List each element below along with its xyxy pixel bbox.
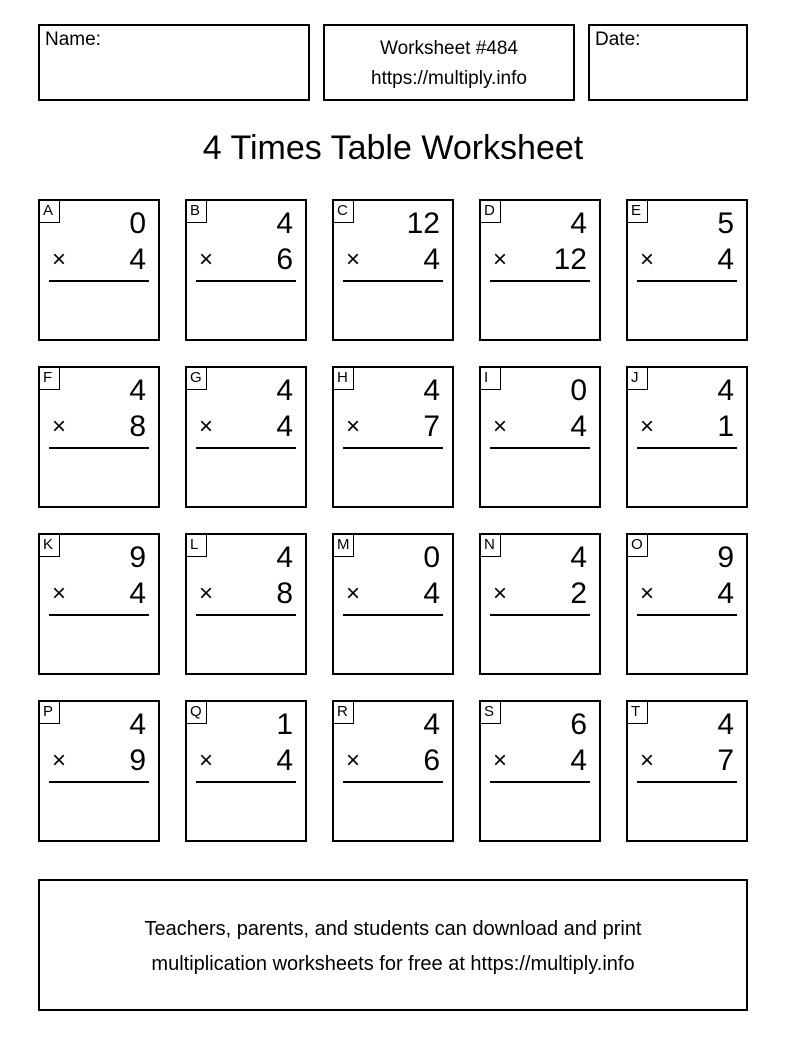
problem-bottom-number: 7 (717, 744, 734, 777)
problem-bottom-number: 2 (570, 577, 587, 610)
problem-top-number: 4 (570, 207, 587, 240)
problem-letter: A (40, 201, 60, 223)
problem-letter: N (481, 535, 501, 557)
problem-card[interactable] (38, 199, 160, 341)
answer-line (490, 614, 590, 616)
multiply-sign: × (493, 413, 508, 440)
problem-card[interactable] (185, 700, 307, 842)
answer-line (343, 614, 443, 616)
answer-line (343, 781, 443, 783)
problem-bottom-number: 4 (423, 243, 440, 276)
problem-top-number: 1 (276, 708, 293, 741)
problem-card[interactable] (38, 366, 160, 508)
multiply-sign: × (346, 246, 361, 273)
problem-letter: S (481, 702, 501, 724)
problem-card[interactable] (479, 533, 601, 675)
problem-card[interactable] (626, 366, 748, 508)
problem-bottom-number: 4 (717, 243, 734, 276)
multiply-sign: × (640, 413, 655, 440)
problem-top-number: 4 (570, 541, 587, 574)
footer-line-2: multiplication worksheets for free at https://multiply.info (151, 953, 635, 975)
date-field-box[interactable] (588, 24, 748, 101)
problem-card[interactable] (626, 533, 748, 675)
problem-letter: F (40, 368, 60, 390)
answer-line (637, 447, 737, 449)
name-label: Name: (45, 29, 101, 50)
problem-top-number: 4 (129, 374, 146, 407)
answer-line (637, 781, 737, 783)
problem-card[interactable] (332, 199, 454, 341)
problem-bottom-number: 4 (570, 410, 587, 443)
page-title: 4 Times Table Worksheet (202, 129, 584, 167)
footer-box (38, 879, 748, 1011)
problem-card[interactable] (185, 366, 307, 508)
problem-card[interactable] (626, 700, 748, 842)
answer-line (637, 280, 737, 282)
problem-top-number: 4 (423, 708, 440, 741)
answer-line (490, 781, 590, 783)
problem-bottom-number: 4 (129, 577, 146, 610)
problem-letter: D (481, 201, 501, 223)
multiply-sign: × (493, 747, 508, 774)
worksheet-url: https://multiply.info (371, 68, 527, 89)
problem-top-number: 4 (423, 374, 440, 407)
problem-card[interactable] (38, 700, 160, 842)
problem-top-number: 4 (129, 708, 146, 741)
problem-bottom-number: 7 (423, 410, 440, 443)
multiply-sign: × (52, 246, 67, 273)
multiply-sign: × (199, 580, 214, 607)
multiply-sign: × (640, 246, 655, 273)
problem-top-number: 4 (276, 207, 293, 240)
problem-top-number: 12 (406, 207, 440, 240)
problem-bottom-number: 4 (276, 410, 293, 443)
problem-letter: K (40, 535, 60, 557)
problem-top-number: 6 (570, 708, 587, 741)
problem-card[interactable] (185, 533, 307, 675)
problem-card[interactable] (332, 533, 454, 675)
problem-bottom-number: 1 (717, 410, 734, 443)
answer-line (196, 280, 296, 282)
problem-card[interactable] (479, 199, 601, 341)
worksheet-info-box (323, 24, 575, 101)
multiply-sign: × (52, 413, 67, 440)
problem-top-number: 4 (717, 374, 734, 407)
problem-card[interactable] (185, 199, 307, 341)
multiply-sign: × (52, 747, 67, 774)
footer-line-1: Teachers, parents, and students can download and print (144, 918, 642, 940)
answer-line (196, 614, 296, 616)
problem-letter: M (334, 535, 354, 557)
problem-letter: I (481, 368, 501, 390)
problem-top-number: 4 (717, 708, 734, 741)
multiply-sign: × (199, 747, 214, 774)
problem-bottom-number: 6 (276, 243, 293, 276)
answer-line (49, 447, 149, 449)
problem-card[interactable] (626, 199, 748, 341)
problem-top-number: 0 (570, 374, 587, 407)
problem-letter: G (187, 368, 207, 390)
problem-letter: B (187, 201, 207, 223)
problem-card[interactable] (332, 366, 454, 508)
worksheet-number: Worksheet #484 (379, 38, 518, 59)
multiply-sign: × (493, 580, 508, 607)
problem-top-number: 9 (129, 541, 146, 574)
problem-top-number: 4 (276, 374, 293, 407)
problem-bottom-number: 9 (129, 744, 146, 777)
problem-card[interactable] (479, 700, 601, 842)
problem-letter: C (334, 201, 354, 223)
multiply-sign: × (346, 413, 361, 440)
problem-bottom-number: 6 (423, 744, 440, 777)
footer-text (40, 912, 746, 982)
problem-letter: R (334, 702, 354, 724)
answer-line (343, 447, 443, 449)
problem-bottom-number: 8 (129, 410, 146, 443)
problem-bottom-number: 4 (570, 744, 587, 777)
problem-letter: Q (187, 702, 207, 724)
answer-line (49, 781, 149, 783)
problem-letter: J (628, 368, 648, 390)
problem-top-number: 0 (423, 541, 440, 574)
problem-card[interactable] (38, 533, 160, 675)
multiply-sign: × (493, 246, 508, 273)
problem-bottom-number: 4 (129, 243, 146, 276)
problem-letter: E (628, 201, 648, 223)
answer-line (637, 614, 737, 616)
answer-line (196, 781, 296, 783)
multiply-sign: × (52, 580, 67, 607)
multiply-sign: × (199, 246, 214, 273)
multiply-sign: × (640, 747, 655, 774)
problem-letter: H (334, 368, 354, 390)
date-label: Date: (595, 29, 641, 50)
multiply-sign: × (346, 747, 361, 774)
answer-line (343, 280, 443, 282)
problem-card[interactable] (479, 366, 601, 508)
name-field-box[interactable] (38, 24, 310, 101)
problem-bottom-number: 4 (717, 577, 734, 610)
problem-bottom-number: 4 (276, 744, 293, 777)
answer-line (196, 447, 296, 449)
problem-letter: T (628, 702, 648, 724)
answer-line (49, 280, 149, 282)
problem-card[interactable] (332, 700, 454, 842)
multiply-sign: × (640, 580, 655, 607)
problem-bottom-number: 4 (423, 577, 440, 610)
multiply-sign: × (199, 413, 214, 440)
answer-line (490, 280, 590, 282)
answer-line (490, 447, 590, 449)
answer-line (49, 614, 149, 616)
multiply-sign: × (346, 580, 361, 607)
problem-letter: O (628, 535, 648, 557)
problem-top-number: 5 (717, 207, 734, 240)
problem-top-number: 0 (129, 207, 146, 240)
problem-top-number: 9 (717, 541, 734, 574)
problem-top-number: 4 (276, 541, 293, 574)
problem-letter: P (40, 702, 60, 724)
problem-bottom-number: 8 (276, 577, 293, 610)
problem-letter: L (187, 535, 207, 557)
problem-bottom-number: 12 (553, 243, 587, 276)
